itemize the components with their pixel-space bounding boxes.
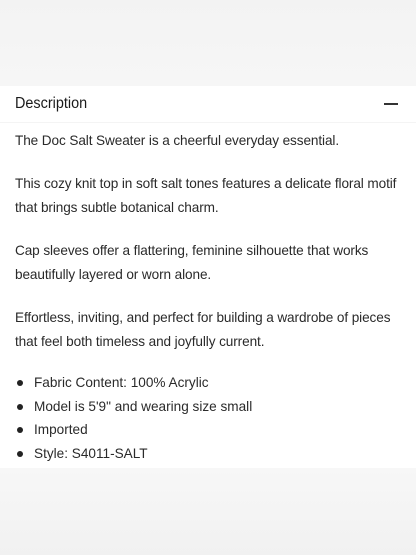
feature-text: Model is 5'9" and wearing size small — [34, 398, 253, 414]
minus-icon[interactable] — [384, 103, 398, 105]
background-bottom — [0, 468, 416, 555]
feature-item — [15, 371, 410, 395]
background-top — [0, 0, 416, 86]
feature-item — [15, 418, 410, 442]
bullet-icon — [17, 380, 23, 386]
header-divider — [0, 122, 416, 123]
feature-text: Style: S4011-SALT — [34, 445, 148, 461]
feature-list — [15, 371, 410, 465]
description-panel — [0, 86, 416, 468]
description-paragraph: The Doc Salt Sweater is a cheerful everyday essential. — [15, 133, 340, 148]
feature-item — [15, 442, 410, 466]
description-title: Description — [15, 95, 88, 112]
description-paragraph: Effortless, inviting, and perfect for building a wardrobe of pieces that feel both timeless and joyfully current. — [15, 310, 391, 349]
description-accordion-header[interactable] — [0, 86, 416, 122]
bullet-icon — [17, 427, 23, 433]
bullet-icon — [17, 404, 23, 410]
feature-item — [15, 395, 410, 419]
description-paragraph: This cozy knit top in soft salt tones features a delicate floral motif that brings subtle botanical charm. — [15, 176, 397, 215]
feature-text: Fabric Content: 100% Acrylic — [34, 375, 209, 390]
bullet-icon — [17, 451, 23, 457]
description-paragraph: Cap sleeves offer a flattering, feminine silhouette that works beautifully layered or worn alone. — [15, 243, 369, 282]
feature-text: Imported — [34, 422, 88, 437]
